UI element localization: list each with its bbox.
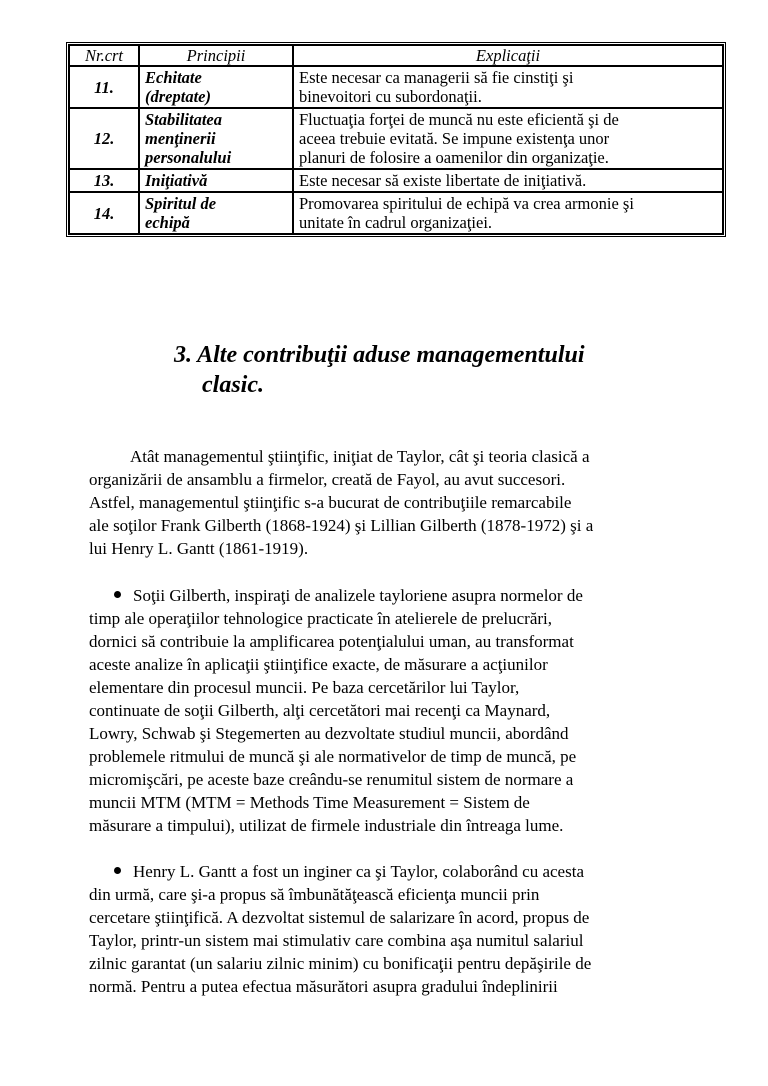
bullet-icon [114,867,121,874]
principles-table [68,44,724,235]
bullet-paragraph-gantt [89,860,689,998]
explanation-line: Promovarea spiritului de echipă va crea armonie şi [299,194,634,213]
explanation-line: planuri de folosire a oamenilor din organizaţie. [299,148,609,167]
principle-line: Spiritul de [145,194,217,213]
paragraph-line [89,584,689,607]
paragraph-line: Atât managementul ştiinţific, iniţiat de Taylor, cât şi teoria clasică a [130,447,590,466]
bullet-icon [114,591,121,598]
paragraph-line: ale soţilor Frank Gilberth (1868-1924) şi Lillian Gilberth (1878-1972) şi a [89,516,594,535]
row-principle [139,66,293,108]
principle-line: Iniţiativă [145,171,208,190]
paragraph-line: cercetare ştiinţifică. A dezvoltat sistemul de salarizare în acord, propus de [89,908,590,927]
row-number: 11. [69,66,139,108]
table-row [69,169,723,192]
bullet-paragraph-gilberth [89,584,689,837]
explanation-line: aceea trebuie evitată. Se impune existenţa unor [299,129,610,148]
header-explanation: Explicaţii [293,45,723,66]
bullet-text: Soţii Gilberth, inspiraţi de analizele tayloriene asupra normelor de [133,586,583,605]
paragraph-line: dornici să contribuie la amplificarea potenţialului uman, au transformat [89,632,574,651]
bullet-text: Henry L. Gantt a fost un inginer ca şi Taylor, colaborând cu acesta [133,862,584,881]
table-row [69,66,723,108]
principle-line: menţinerii [145,129,216,148]
principle-line: Echitate [145,68,202,87]
explanation-line: unitate în cadrul organizaţiei. [299,213,493,232]
paragraph-line: timp ale operaţiilor tehnologice practicate în atelierele de prelucrări, [89,609,553,628]
table-row [69,108,723,169]
paragraph-line: Lowry, Schwab şi Stegemerten au dezvoltate studiul muncii, abordând [89,724,569,743]
row-explanation [293,192,723,234]
row-principle [139,169,293,192]
paragraph-line: elementare din procesul muncii. Pe baza cercetărilor lui Taylor, [89,678,520,697]
row-explanation [293,108,723,169]
paragraph-line: micromişcări, pe aceste baze creându-se renumitul sistem de normare a [89,770,574,789]
row-number: 12. [69,108,139,169]
row-explanation [293,169,723,192]
table-row [69,192,723,234]
paragraph-line: lui Henry L. Gantt (1861-1919). [89,539,309,558]
header-nr: Nr.crt [69,45,139,66]
paragraph-line: muncii MTM (MTM = Methods Time Measurement = Sistem de [89,793,530,812]
explanation-line: Fluctuaţia forţei de muncă nu este eficientă şi de [299,110,619,129]
paragraph-line: aceste analize în aplicaţii ştiinţifice exacte, de măsurare a acţiunilor [89,655,548,674]
principle-line: (dreptate) [145,87,211,106]
header-principle: Principii [139,45,293,66]
row-explanation [293,66,723,108]
section-title-line: clasic. [202,372,264,398]
row-principle [139,192,293,234]
paragraph-line [89,860,689,883]
explanation-line: Este necesar să existe libertate de iniţiativă. [299,171,587,190]
row-number: 14. [69,192,139,234]
paragraph-line: Astfel, managementul ştiinţific s-a bucurat de contribuţiile remarcabile [89,493,572,512]
paragraph-line: organizării de ansamblu a firmelor, creată de Fayol, au avut succesori. [89,470,566,489]
paragraph-line: măsurare a timpului), utilizat de firmele industriale din întreaga lume. [89,816,564,835]
principle-line: personalului [145,148,232,167]
section-title-line: 3. Alte contribuţii aduse managementului [174,342,585,368]
row-principle [139,108,293,169]
paragraph-line: problemele ritmului de muncă şi ale normativelor de timp de muncă, pe [89,747,577,766]
explanation-line: Este necesar ca managerii să fie cinstiţi şi [299,68,574,87]
intro-paragraph [89,445,689,560]
paragraph-line: normă. Pentru a putea efectua măsurători asupra gradului îndeplinirii [89,977,558,996]
paragraph-line: din urmă, care şi-a propus să îmbunătăţească eficienţa muncii prin [89,885,540,904]
paragraph-line: zilnic garantat (un salariu zilnic minim) cu bonificaţii pentru depăşirile de [89,954,592,973]
paragraph-line: continuate de soţii Gilberth, alţi cercetători mai recenţi ca Maynard, [89,701,551,720]
section-title [174,340,694,400]
explanation-line: binevoitori cu subordonaţii. [299,87,482,106]
table-header-row [69,45,723,66]
row-number: 13. [69,169,139,192]
principle-line: Stabilitatea [145,110,223,129]
paragraph-line: Taylor, printr-un sistem mai stimulativ care combina aşa numitul salariul [89,931,584,950]
principle-line: echipă [145,213,190,232]
